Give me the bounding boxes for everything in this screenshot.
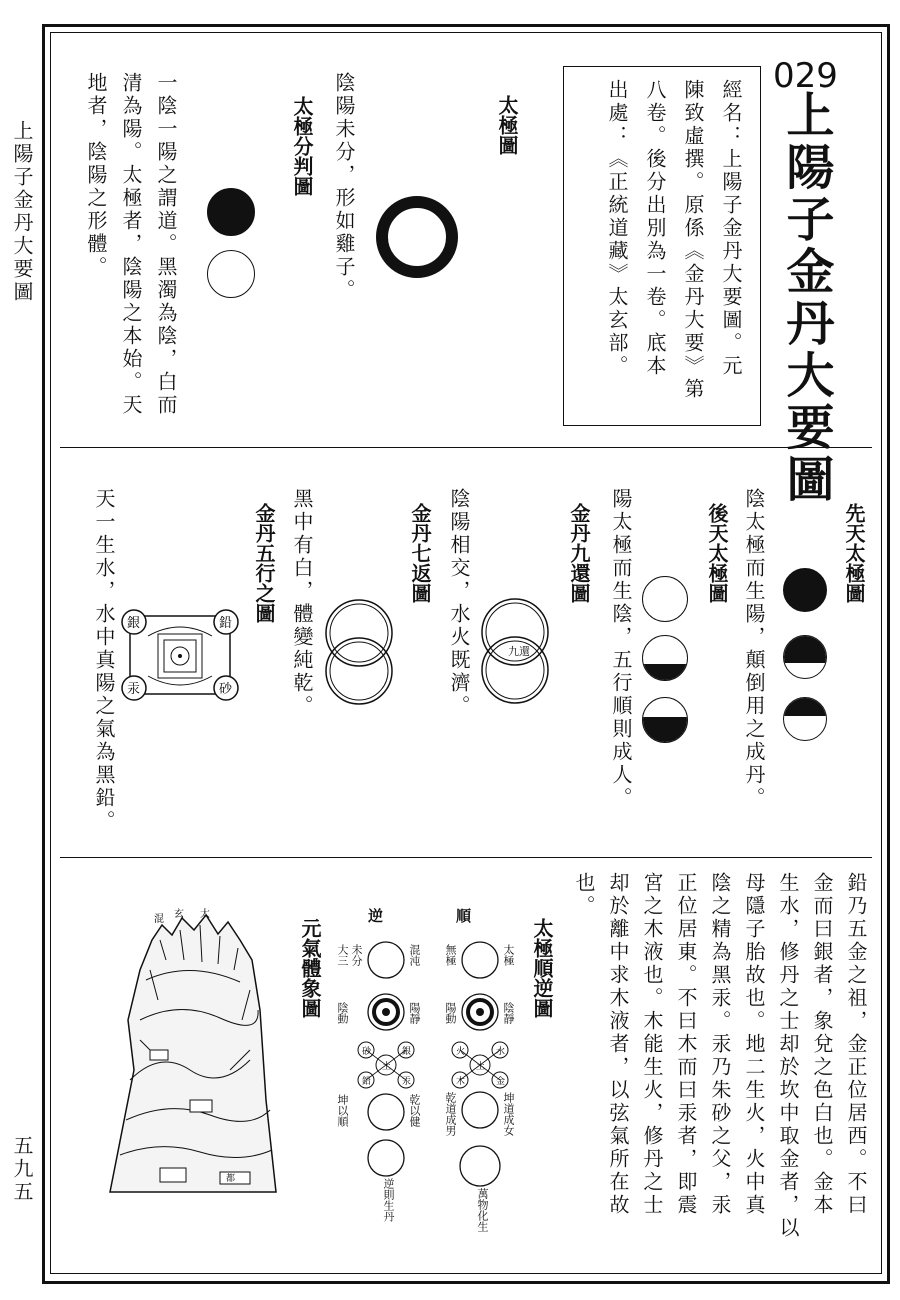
- fenpan-text-line-2: 清為陽。太極者，陰陽之本始。天: [119, 72, 143, 417]
- fenpan-title: 太極分判圖: [290, 96, 314, 196]
- shun-metal: 金: [496, 1077, 506, 1087]
- shun-l4: 陽動: [444, 1002, 457, 1024]
- yuanqi-mountain-illustration: [100, 900, 286, 1200]
- taiji-ring-diagram: [376, 196, 458, 278]
- taiji-title: 太極圖: [495, 95, 519, 155]
- qifan-title: 金丹七返圖: [408, 503, 432, 603]
- shun-wood: 木: [456, 1077, 466, 1087]
- shun-l6: 乾道成男: [444, 1092, 457, 1136]
- page-number: 五九五: [10, 1135, 34, 1204]
- fenpan-text-line-3: 地者，陰陽之形體。: [84, 72, 108, 279]
- ni-l3: 大三: [336, 944, 349, 966]
- jiuhuan-title: 金丹九還圖: [567, 503, 591, 603]
- main-text-line-6: 正位居東。不曰木而曰汞者，即震: [674, 872, 698, 1217]
- ni-l1: 混沌: [408, 944, 421, 966]
- houtian-circle-1: [642, 576, 688, 622]
- ni-l5: 陰動: [336, 1002, 349, 1024]
- section-divider-2: [60, 857, 872, 858]
- ni-l2: 未分: [350, 944, 363, 966]
- entry-info-box: [563, 66, 761, 426]
- info-line-3: 八卷。後分出別為一卷。底本: [643, 79, 667, 378]
- wuxing-label-sand: 砂: [219, 682, 233, 697]
- jiuhuan-label: 九還: [508, 645, 530, 658]
- wuxing-title: 金丹五行之圖: [252, 503, 276, 623]
- shun-l5: 坤道成女: [502, 1092, 515, 1136]
- main-text-line-2: 金而曰銀者，象兌之色白也。金本: [810, 872, 834, 1217]
- main-text-line-7: 宮之木液也。木能生火，修丹之士: [640, 872, 664, 1217]
- wuxing-diagram: [118, 606, 242, 706]
- xiantian-circle-1: [783, 568, 827, 612]
- shun-l3: 陰靜: [502, 1002, 515, 1024]
- ni-earth: 土: [382, 1062, 392, 1072]
- houtian-title: 後天太極圖: [705, 503, 729, 603]
- houtian-text: 陽太極而生陰，五行順則成人。: [609, 488, 633, 810]
- yin-black-circle: [207, 188, 255, 236]
- info-line-2: 陳致虛撰。原係《金丹大要》第: [681, 79, 705, 401]
- ni-diagram: [346, 930, 434, 1200]
- entry-number: 029: [773, 56, 838, 96]
- ni-l6: 乾以健: [408, 1094, 421, 1127]
- main-text-line-9: 也。: [572, 872, 596, 918]
- jiuhuan-text: 陰陽相交，水火既濟。: [447, 488, 471, 718]
- shun-fire: 火: [456, 1047, 466, 1057]
- book-title-margin: 上陽子金丹大要圖: [10, 120, 34, 304]
- main-text-line-3: 生水，修丹之士却於坎中取金者，以: [776, 872, 800, 1240]
- shun-l1: 太極: [502, 944, 515, 966]
- xiantian-text: 陰太極而生陽，顛倒用之成丹。: [742, 488, 766, 810]
- mountain-label-4: 都: [226, 1174, 236, 1184]
- shunni-title: 太極順逆圖: [530, 918, 554, 1018]
- section-divider-1: [60, 447, 872, 448]
- main-text-line-5: 陰之精為黑汞。汞乃朱砂之父，汞: [708, 872, 732, 1217]
- xiantian-circle-3: [783, 697, 827, 741]
- houtian-circle-3: [642, 697, 688, 743]
- ni-l7: 坤以順: [336, 1094, 349, 1127]
- wuxing-label-lead: 鉛: [219, 616, 233, 631]
- entry-title: 上陽子金丹大要圖: [778, 90, 834, 506]
- shun-l7: 萬物化生: [476, 1188, 489, 1232]
- wuxing-text: 天一生水，水中真陽之氣為黑鉛。: [92, 488, 116, 833]
- ni-sand: 砂: [362, 1047, 372, 1057]
- ni-mercury: 汞: [402, 1077, 412, 1087]
- houtian-circle-2: [642, 635, 688, 681]
- mountain-label-3: 混: [154, 914, 164, 925]
- info-line-1: 經名：上陽子金丹大要圖。元: [719, 79, 743, 378]
- yang-white-circle: [207, 250, 255, 298]
- wuxing-label-mercury: 汞: [127, 682, 141, 697]
- shun-l2: 無極: [444, 944, 457, 966]
- qifan-diagram: [322, 598, 396, 708]
- qifan-text: 黑中有白，體變純乾。: [290, 488, 314, 718]
- main-text-line-1: 鉛乃五金之祖，金正位居西。不曰: [844, 872, 868, 1217]
- main-text-line-4: 母隱子胎故也。地二生火，火中真: [742, 872, 766, 1217]
- shun-water: 水: [496, 1047, 506, 1057]
- yuanqi-title: 元氣體象圖: [298, 918, 322, 1018]
- ni-silver: 銀: [402, 1047, 412, 1057]
- info-line-4: 出處：《正統道藏》太玄部。: [605, 79, 629, 378]
- main-text-line-8: 却於離中求木液者，以弦氣所在故: [606, 872, 630, 1217]
- ni-lead: 鉛: [362, 1077, 372, 1087]
- taiji-caption: 陰陽未分，形如雞子。: [332, 72, 356, 302]
- jiuhuan-diagram: [478, 595, 552, 709]
- mountain-label-1: 太: [200, 909, 210, 920]
- ni-label: 逆: [368, 907, 384, 925]
- xiantian-title: 先天太極圖: [842, 503, 866, 603]
- ni-l4: 陽靜: [408, 1002, 421, 1024]
- shun-diagram: [436, 930, 524, 1200]
- mountain-label-2: 玄: [174, 909, 184, 920]
- ni-l8: 逆則生丹: [382, 1178, 395, 1222]
- fenpan-text-line-1: 一陰一陽之謂道。黑濁為陰，白而: [154, 72, 178, 417]
- shun-label: 順: [456, 907, 472, 925]
- shun-earth: 土: [476, 1062, 486, 1072]
- xiantian-circle-2: [783, 635, 827, 679]
- wuxing-label-silver: 銀: [127, 616, 141, 631]
